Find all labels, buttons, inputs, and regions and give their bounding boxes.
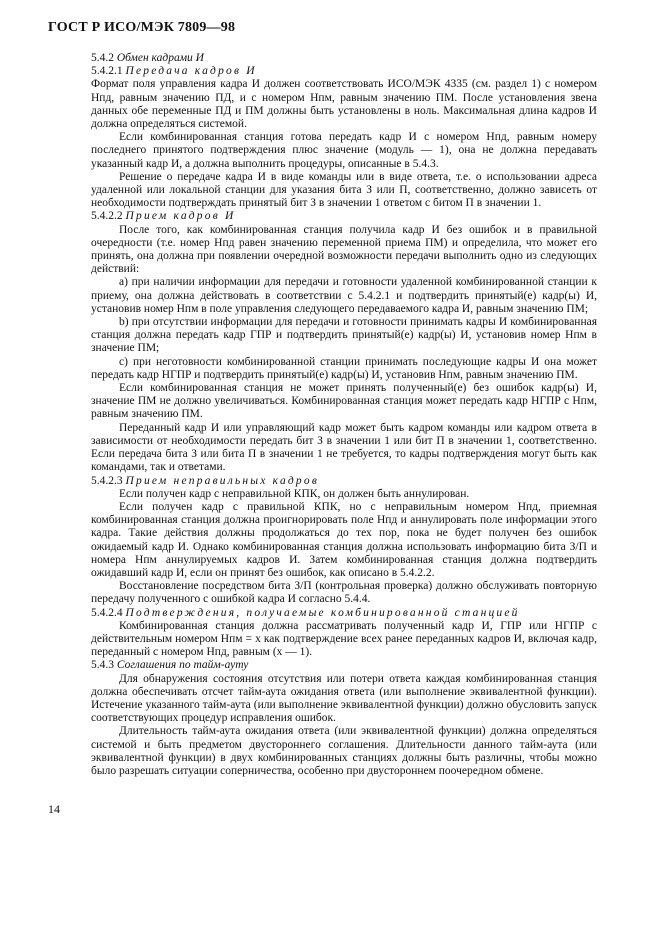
section-heading — [91, 65, 597, 78]
paragraph: Для обнаружения состояния отсутствия или потери ответа каждая комбинированная станция должна обеспечивать отсчет тайм-аута ожидания ответа (или выполнение эквивалентной функции). Истечение указанного тайм-аута (или выполнение эквивалентной функции) должно обусловить запуск соответствующих процедур исправления ошибок. — [91, 672, 597, 725]
paragraph: Переданный кадр И или управляющий кадр может быть кадром команды или кадром ответа в зависимости от необходимости передать бит З в значении 1 или бит П в значении 1, соответственно. Если передача бита З или бита П в значении 1 не требуется, то кадры подтверждения могут быть как командами, так и ответами. — [91, 421, 597, 474]
section-number: 5.4.2.3 — [91, 474, 123, 487]
paragraph: Комбинированная станция должна рассматривать полученный кадр И, ГПР или НГПР с действительным номером Нпм = x как подтверждение всех ранее переданных кадров И, включая кадр, переданный с номером Нпд, равным (x — 1). — [91, 619, 597, 659]
section-title: Прием неправильных кадров — [125, 474, 320, 487]
section-heading — [91, 659, 597, 672]
paragraph: Если комбинированная станция готова передать кадр И с номером Нпд, равным номеру последнего принятого подтверждения плюс значение (модуль — 1), она не должна передавать указанный кадр И, а должна выполнить процедуры, описанные в 5.4.3. — [91, 131, 597, 170]
paragraph: Длительность тайм-аута ожидания ответа (или эквивалентной функции) должна определяться системой и быть предметом двустороннего соглашения. Длительности данного тайм-аута (или эквивалентной функции) в двух комбинированных станциях должны быть различны, чтобы можно было разрешать ситуации соперничества, особенно при двустороннем поочередном обмене. — [91, 725, 597, 777]
paragraph: Решение о передаче кадра И в виде команды или в виде ответа, т.е. о использовании адреса удаленной или локальной станции для указания бита З или П, соответственно, должно зависеть от необходимости подтверждать принятый бит З в значении 1 ответом с битом П в значении 1. — [91, 170, 597, 210]
paragraph: Формат поля управления кадра И должен соответствовать ИСО/МЭК 4335 (см. раздел 1) с номером Нпд, равным значению ПД, и с номером Нпм, равным значению ПМ. После установления звена данных обе переменные ПД и ПМ должны быть установлены в ноль. Максимальная длина кадров И должна определяться системой. — [91, 78, 597, 131]
paragraph: Если получен кадр с неправильной КПК, он должен быть аннулирован. — [119, 487, 470, 500]
section-heading — [91, 607, 597, 620]
section-title: Обмен кадрами И — [116, 52, 204, 64]
section-number: 5.4.2 — [91, 52, 114, 64]
list-item: с) при неготовности комбинированной станции принимать последующие кадры И она может передать кадр НГПР и подтвердить принятый(е) кадр(ы) И, установив Нпм, равным значению ПМ. — [91, 355, 597, 381]
section-title: Передача кадров И — [125, 65, 257, 78]
section-heading — [91, 210, 597, 223]
section-number: 5.4.2.2 — [91, 210, 123, 223]
section-title: Соглашения по тайм-ауту — [116, 659, 249, 672]
paragraph: Восстановление посредством бита З/П (контрольная проверка) должно обслуживать повторную передачу полученного с ошибкой кадра И согласно 5.4.4. — [91, 580, 597, 606]
paragraph: Если получен кадр с правильной КПК, но с неправильным номером Нпд, приемная комбинированная станция должна проигнорировать поле Нпд и аннулировать поле информации этого кадра. Такие действия должны продолжаться до тех пор, пока не будет получен без ошибок ожидаемый кадр И. Однако комбинированная станция должна использовать информацию бита З/П и номера Нпм аннулируемых кадров И. Затем комбинированная станция должна подтвердить ожидавший кадр И, если он принят без ошибок, как описано в 5.4.2.2. — [91, 500, 597, 579]
page-header: ГОСТ Р ИСО/МЭК 7809—98 — [48, 20, 236, 35]
paragraph: Если комбинированная станция не может принять полученный(е) без ошибок кадр(ы) И, значение ПМ не должно увеличиваться. Комбинированная станция может передать кадр НГПР с Нпм, равным значению ПМ. — [91, 382, 597, 421]
paragraph: После того, как комбинированная станция получила кадр И без ошибок и в правильной очередности (т.е. номер Нпд равен значению переменной приема ПМ) и определила, что может его принять, она должна при появлении очередной возможности передачи выполнить одно из следующих действий: — [91, 223, 597, 276]
section-number: 5.4.2.4 — [91, 606, 123, 619]
section-heading — [91, 475, 597, 488]
list-item: а) при наличии информации для передачи и готовности удаленной комбинированной станции к приему, она должна действовать в соответствии с 5.4.2.1 и подтвердить принятый(е) кадр(ы) И, установив номер Нпм в поле управления следующего передаваемого кадра И, равным значению ПМ; — [91, 276, 597, 315]
section-title: Подтверждения, получаемые комбинированной станцией — [125, 606, 520, 619]
section-number: 5.4.3 — [91, 659, 114, 672]
page-number: 14 — [48, 802, 60, 816]
section-title: Прием кадров И — [125, 210, 236, 223]
page-content — [91, 52, 597, 778]
section-number: 5.4.2.1 — [91, 65, 123, 78]
section-heading — [91, 52, 597, 65]
list-item: b) при отсутствии информации для передачи и готовности принимать кадры И комбинированная станция должна передать кадр ГПР и подтвердить принятый(е) кадр(ы) И, установив номер Нпм в значение ПМ; — [91, 316, 597, 355]
